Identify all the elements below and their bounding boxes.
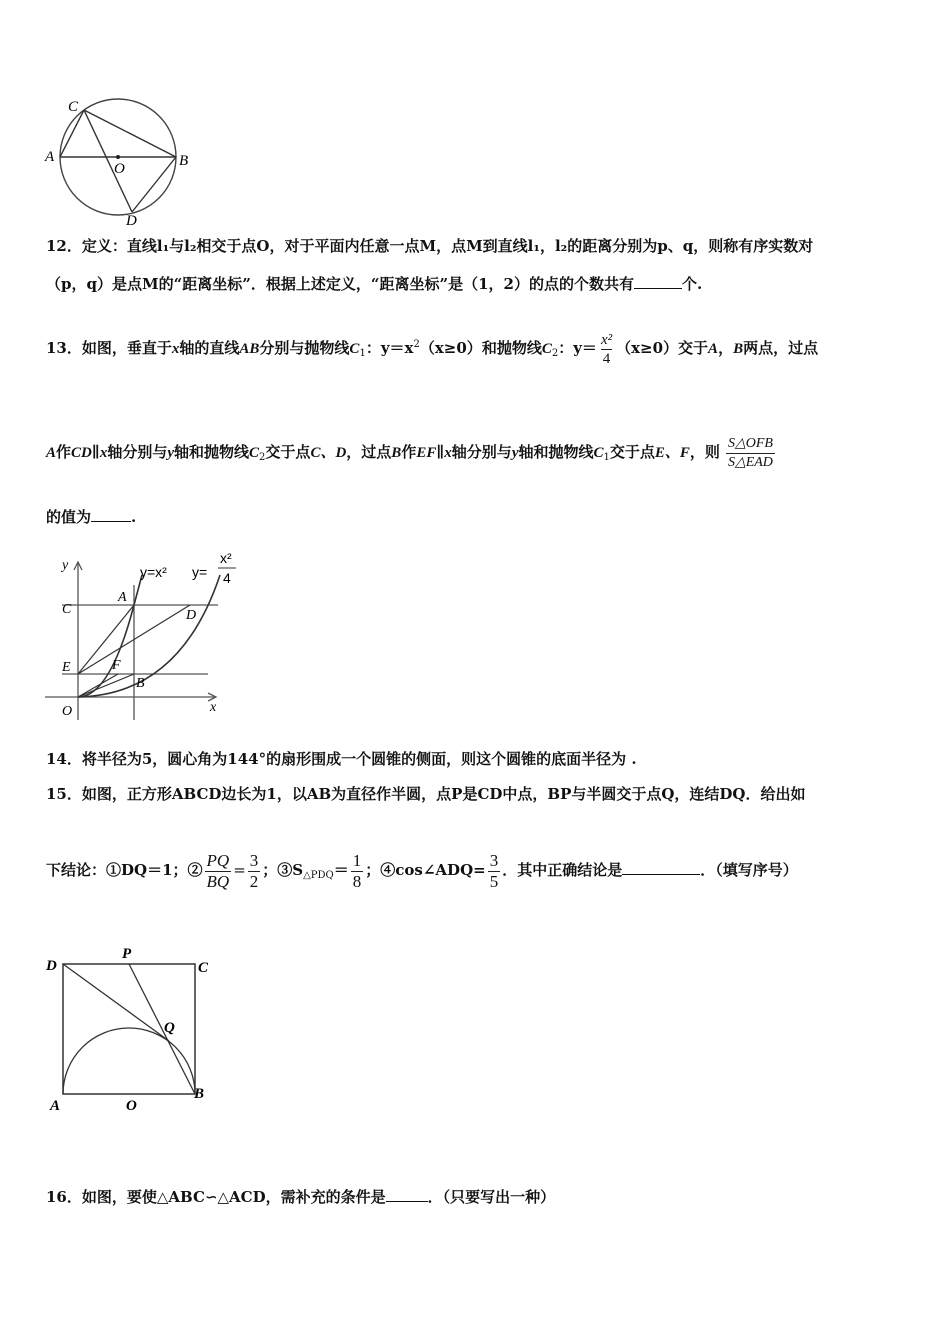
label-e: E <box>62 660 71 675</box>
q15-frac3 <box>351 851 364 892</box>
q13-l2-t8: 交于点 <box>609 443 655 461</box>
q16-answer-blank[interactable] <box>386 1187 428 1202</box>
q15-eq: = <box>233 861 246 879</box>
q15-line2 <box>46 846 798 894</box>
q13-l2-y: y <box>167 445 175 461</box>
q13-comma: ， <box>718 339 734 357</box>
q15-f3-num: 1 <box>352 850 362 870</box>
label-b: B <box>179 153 189 169</box>
q13-cond1: （x≥0） <box>419 339 482 357</box>
label-c: C <box>198 960 209 976</box>
q13-l2-t4: ，过点 <box>346 443 392 461</box>
figure-circle-abcd <box>40 95 200 230</box>
q13-l2-t6: 轴分别与 <box>451 443 512 461</box>
q13-l2-a: A <box>46 445 57 461</box>
q13-l2-t5: 作 <box>401 443 417 461</box>
q13-t2: 轴的直线 <box>179 339 240 357</box>
q16-end: ．（只要写出一种） <box>427 1188 556 1206</box>
q13-l2-efpts: E、F <box>654 445 690 461</box>
square-abcd <box>63 964 195 1094</box>
label-a: A <box>118 590 127 605</box>
q13-l2-x: x <box>99 445 108 461</box>
q15-l2-t5: ．其中正确结论是 <box>502 861 623 879</box>
q13-t4: 和抛物线 <box>481 339 542 357</box>
q13-l2-par: ∥ <box>91 443 100 461</box>
q15-l2-t4: ；④cos∠ADQ= <box>365 861 486 879</box>
q13-frac-den: 4 <box>602 350 611 367</box>
q13-t5: 两点，过点 <box>743 339 819 357</box>
q13-l2-b: B <box>391 445 402 461</box>
q13-l2-t9: ，则 <box>689 443 720 461</box>
q13-frac-num: x² <box>600 331 613 348</box>
q13-t1: 13．如图，垂直于 <box>46 339 172 357</box>
q13-l2-c2-sub: 2 <box>259 452 266 463</box>
q13-ratio <box>726 435 775 472</box>
q13-eq1: ：y＝x <box>365 339 414 357</box>
segment-ac <box>60 110 84 157</box>
label-curve1: y=x² <box>140 564 167 580</box>
label-d: D <box>46 958 57 974</box>
q13-l2-zuo: 作 <box>56 443 72 461</box>
q13-l2-c1: C <box>593 445 604 461</box>
q13-l2-t7: 轴和抛物线 <box>518 443 594 461</box>
q15-frac2 <box>248 851 261 892</box>
label-f: F <box>112 658 121 673</box>
q13-b: B <box>733 341 744 357</box>
q13-sup2: 2 <box>413 339 420 350</box>
label-d: D <box>126 213 137 229</box>
q15-answer-blank[interactable] <box>622 860 700 875</box>
label-a: A <box>45 149 55 165</box>
q13-ratio-num: S△OFB <box>727 435 773 451</box>
q15-l2-t6: ．（填写序号） <box>700 861 798 879</box>
q13-ab: AB <box>239 341 260 357</box>
q12-line2-end: 个. <box>681 275 703 293</box>
q12-answer-blank[interactable] <box>634 274 682 289</box>
q13-l2-t1: 轴分别与 <box>107 443 168 461</box>
q13-c2: C <box>541 341 552 357</box>
q13-x: x <box>171 341 180 357</box>
label-b: B <box>194 1086 205 1102</box>
q12-line1: 12．定义：直线l₁与l₂相交于点O，对于平面内任意一点M，点M到直线l₁，l₂的距离分别为p、q，则称有序实数对 <box>46 237 814 255</box>
q13-ratio-den: S△EAD <box>727 454 773 470</box>
label-q: Q <box>164 1020 175 1036</box>
q13-l2-par2: ∥ <box>436 443 445 461</box>
q13-c1: C <box>349 341 360 357</box>
q15-frac1 <box>205 851 232 892</box>
q13-l2-y2: y <box>511 445 519 461</box>
label-d: D <box>186 608 197 623</box>
label-a: A <box>50 1098 61 1114</box>
q15-f4-num: 3 <box>489 850 499 870</box>
q13-l2-cd: CD <box>71 445 92 461</box>
segment-ea <box>78 605 134 674</box>
label-curve2-den: 4 <box>223 570 231 586</box>
figure-parabolas <box>40 545 240 725</box>
q15-f1-num: PQ <box>206 850 230 870</box>
q15-f4-den: 5 <box>489 871 499 891</box>
label-b: B <box>136 676 145 691</box>
q13-answer-blank[interactable] <box>91 507 131 522</box>
q13-l3-end: . <box>131 508 137 526</box>
q14-line: 14．将半径为5，圆心角为144°的扇形围成一个圆锥的侧面，则这个圆锥的底面半径为 . <box>46 750 637 768</box>
q15-l2-t2: ；③S <box>262 861 304 879</box>
q13-fraction <box>599 331 614 368</box>
q15-f1-den: BQ <box>206 871 230 891</box>
q13-eq2: ：y＝ <box>558 339 597 357</box>
center-dot <box>116 155 120 159</box>
q15-f2-den: 2 <box>249 871 259 891</box>
q13-t3: 分别与抛物线 <box>259 339 350 357</box>
q13-l2-x2: x <box>444 445 452 461</box>
semicircle-ab <box>63 1028 195 1094</box>
segment-cb <box>84 110 176 157</box>
q13-l2-ef: EF <box>416 445 437 461</box>
q15-f3-den: 8 <box>352 871 362 891</box>
label-curve2-num: x² <box>220 550 232 566</box>
q13-c1-sub: 1 <box>359 348 366 359</box>
q13-line2 <box>46 430 777 474</box>
label-x-axis: x <box>210 700 217 715</box>
q15-pdq: △PDQ <box>303 870 334 881</box>
q15-l2-t3: ＝ <box>333 861 349 879</box>
label-curve2: y= <box>192 564 208 580</box>
label-c: C <box>68 99 79 115</box>
label-c: C <box>62 602 72 617</box>
q15-l2-t1: 下结论：①DQ＝1；② <box>46 861 203 879</box>
q15-f2-num: 3 <box>249 850 259 870</box>
q13-l2-c1-sub: 1 <box>603 452 610 463</box>
q13-cond2: （x≥0）交于 <box>616 339 709 357</box>
q13-l2-t2: 轴和抛物线 <box>174 443 250 461</box>
figure-square <box>40 940 230 1120</box>
label-o: O <box>114 161 125 177</box>
parabola-c2 <box>78 575 220 697</box>
q13-l3-text: 的值为 <box>46 508 92 526</box>
q13-line3 <box>46 507 136 527</box>
segment-of <box>78 674 118 697</box>
q16-line <box>46 1187 555 1207</box>
label-p: P <box>122 946 132 962</box>
q13-c2-sub: 2 <box>551 348 559 359</box>
q16-text: 16．如图，要使△ABC∽△ACD，需补充的条件是 <box>46 1188 386 1206</box>
q13-a: A <box>708 341 719 357</box>
label-origin: O <box>62 704 73 719</box>
q13-l2-t3: 交于点 <box>265 443 311 461</box>
q12-line2-text: （p，q）是点M的“距离坐标”．根据上述定义，“距离坐标”是（1，2）的点的个数共有 <box>46 275 634 293</box>
q13-l2-c2: C <box>249 445 260 461</box>
q13-l2-cdpts: C、D <box>310 445 347 461</box>
q12-line2 <box>46 274 702 294</box>
label-o: O <box>126 1098 137 1114</box>
q13-line1 <box>46 325 818 365</box>
q15-line1: 15．如图，正方形ABCD边长为1，以AB为直径作半圆，点P是CD中点，BP与半圆交于点Q，连结DQ．给出如 <box>46 785 806 803</box>
q15-frac4 <box>488 851 501 892</box>
label-y-axis: y <box>62 558 69 573</box>
